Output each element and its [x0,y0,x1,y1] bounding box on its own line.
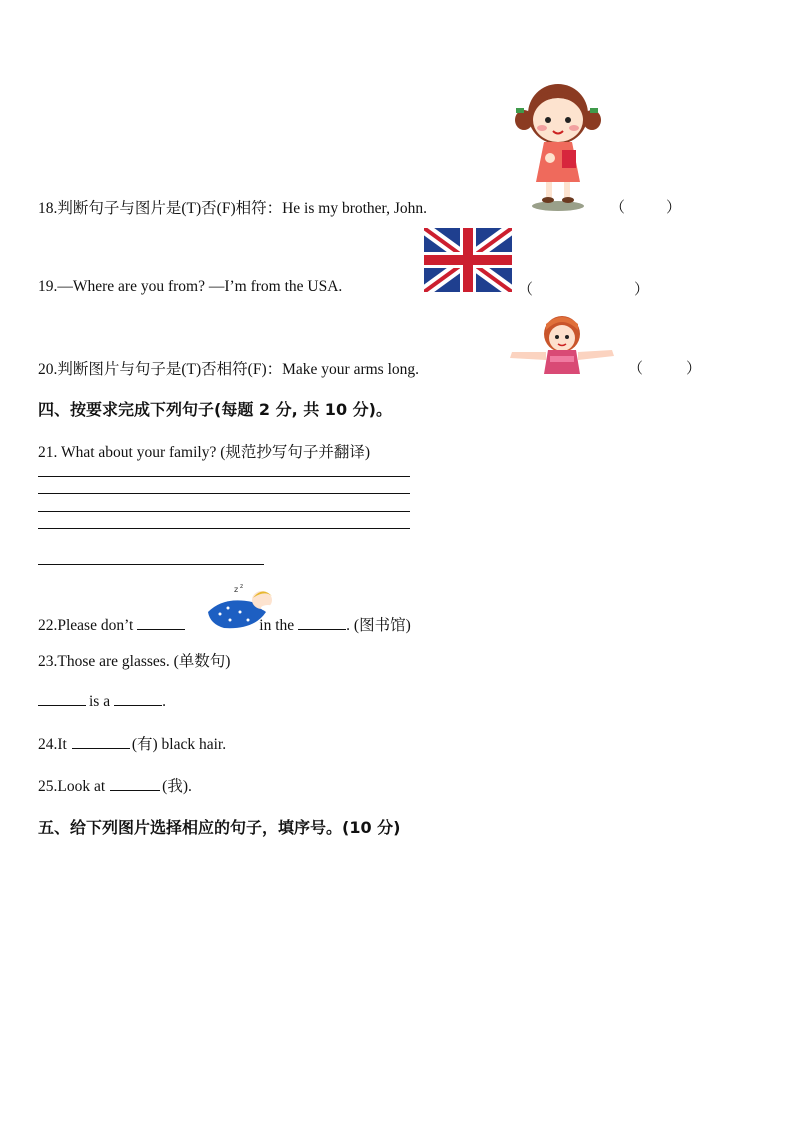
answer-paren-close-20: ） [686,361,702,377]
girl-arms-outstretched-icon [506,312,618,374]
svg-text:z: z [240,583,244,590]
question-18: 18.判断句子与图片是(T)否(F)相符：He is my brother, John. [38,200,427,217]
question-25-prefix: 25.Look at [38,778,106,795]
question-21: 21. What about your family? (规范抄写句子并翻译) [38,444,371,461]
question-24 [38,732,226,754]
question-22-middle: in the [259,617,295,634]
answer-blank-24[interactable] [72,734,130,749]
answer-line-1[interactable] [38,476,410,477]
svg-text:z: z [234,585,239,594]
question-24-prefix: 24.It [38,736,67,753]
answer-paren-open-19: （ [518,282,534,298]
answer-line-4[interactable] [38,528,410,529]
answer-line-3[interactable] [38,511,410,512]
question-25-suffix: (我). [162,778,192,795]
answer-blank-23a[interactable] [38,691,86,706]
question-22-suffix: . (图书馆) [346,617,411,634]
question-25 [38,774,192,796]
question-23: 23.Those are glasses. (单数句) [38,653,231,670]
section-5-heading: 五、给下列图片选择相应的句子，填序号。(10 分) [38,818,401,837]
union-jack-flag-icon [424,228,512,292]
translation-line[interactable] [38,564,264,565]
answer-blank-23b[interactable] [114,691,162,706]
answer-paren-close-19: ） [634,282,650,298]
question-23-answer [38,691,166,711]
question-23-mid: is a [89,693,111,710]
question-24-suffix: (有) black hair. [131,736,227,753]
answer-paren-open-18: （ [610,200,626,216]
answer-blank-25[interactable] [110,776,160,791]
answer-blank-22a[interactable] [137,615,185,630]
question-19: 19.—Where are you from? —I’m from the USA. [38,278,343,295]
section-4-heading: 四、按要求完成下列句子(每题 2 分, 共 10 分)。 [38,400,392,419]
question-22-prefix: 22.Please don’t [38,617,134,634]
girl-holding-book-icon [510,78,602,212]
answer-paren-close-18: ） [666,200,682,216]
question-22 [38,613,411,635]
answer-paren-open-20: （ [628,361,644,377]
question-20: 20.判断图片与句子是(T)否相符(F)：Make your arms long. [38,361,419,378]
answer-line-2[interactable] [38,493,410,494]
answer-blank-22b[interactable] [298,615,346,630]
question-23-end: . [162,693,166,710]
